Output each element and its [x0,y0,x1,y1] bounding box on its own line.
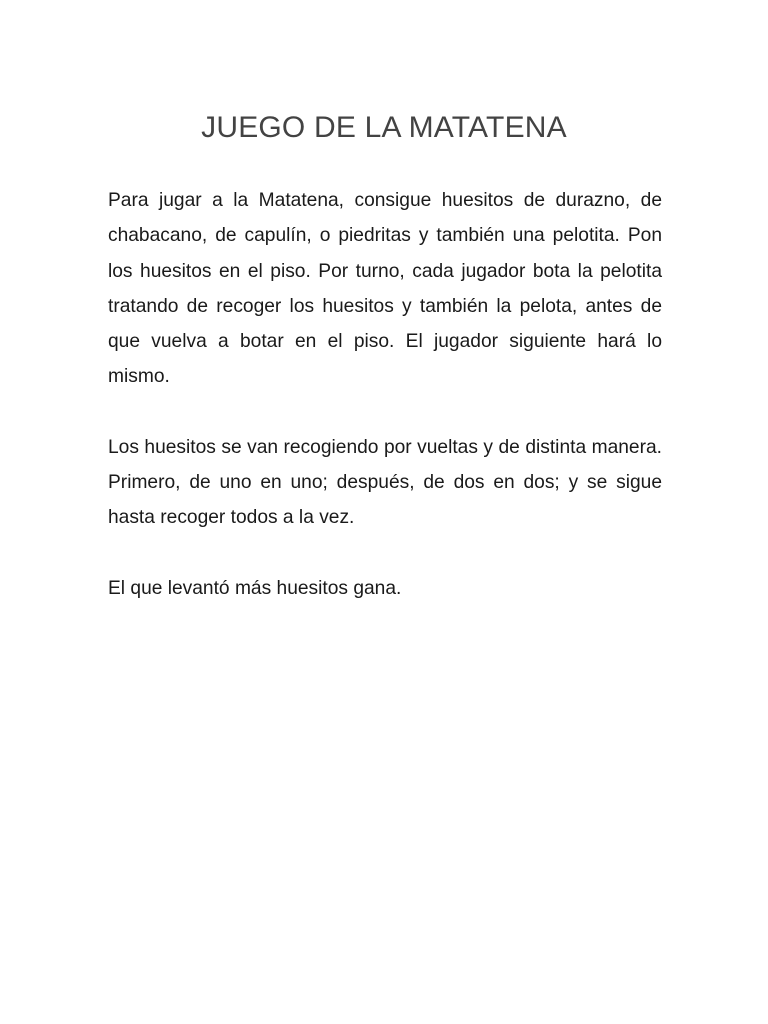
paragraph-intro: Para jugar a la Matatena, consigue huesitos de durazno, de chabacano, de capulín, o piedritas y también una pelotita. Pon los huesitos en el piso. Por turno, cada jugador bota la pelotita tratando de recoger los huesitos y también la pelota, antes de que vuelva a botar en el piso. El jugador siguiente hará lo mismo. [108,190,662,388]
document-body [108,183,662,641]
paragraph-winner: El que levantó más huesitos gana. [108,577,402,599]
document-title: JUEGO DE LA MATATENA [201,111,567,144]
paragraph-rounds: Los huesitos se van recogiendo por vueltas y de distinta manera. Primero, de uno en uno; después, de dos en dos; y se sigue hasta recoger todos a la vez. [108,436,662,529]
